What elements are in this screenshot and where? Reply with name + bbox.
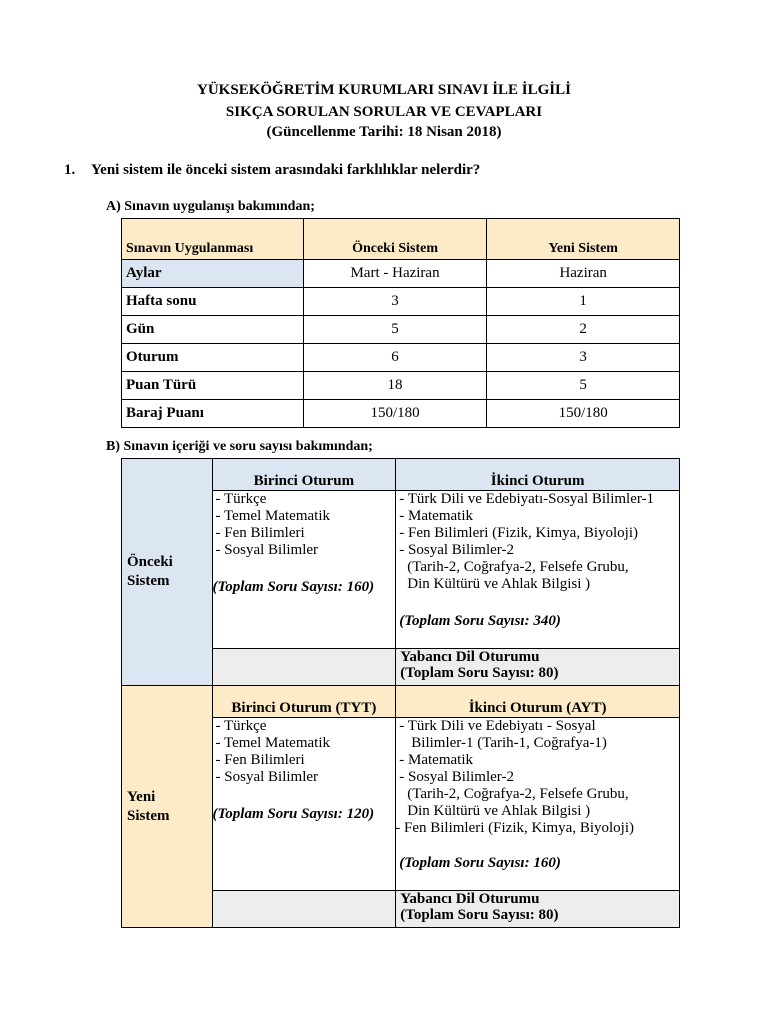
old-system-label-line1: Önceki <box>127 554 173 570</box>
table-header-row <box>122 219 680 260</box>
new-first-session-header: Birinci Oturum (TYT) <box>212 686 396 718</box>
content-comparison-table <box>121 458 680 928</box>
row-label: Oturum <box>122 344 304 372</box>
new-system-label <box>122 686 213 928</box>
old-system-label <box>122 459 213 686</box>
new-system-value: 2 <box>487 316 680 344</box>
column-header: Yeni Sistem <box>487 219 680 260</box>
row-label: Puan Türü <box>122 372 304 400</box>
table-row <box>122 288 680 316</box>
list-item: - Türk Dili ve Edebiyatı-Sosyal Bilimler-1 <box>399 491 655 507</box>
old-first-session-header: Birinci Oturum <box>212 459 396 491</box>
list-item: - Temel Matematik <box>215 735 330 751</box>
list-item: - Fen Bilimleri (Fizik, Kimya, Biyoloji) <box>395 820 634 836</box>
list-item: - Fen Bilimleri (Fizik, Kimya, Biyoloji) <box>399 525 638 541</box>
new-system-value: Haziran <box>487 260 680 288</box>
application-comparison-table <box>121 218 680 428</box>
old-system-value: 3 <box>303 288 487 316</box>
new-first-session-content <box>212 718 396 891</box>
new-system-value: 3 <box>487 344 680 372</box>
old-first-session-total: (Toplam Soru Sayısı: 160) <box>212 579 375 595</box>
old-system-value: 5 <box>303 316 487 344</box>
new-first-session-subjects <box>216 718 392 786</box>
row-label: Gün <box>122 316 304 344</box>
table-row <box>122 372 680 400</box>
new-second-session-total: (Toplam Soru Sayısı: 160) <box>399 855 561 871</box>
old-empty-cell <box>212 649 396 686</box>
old-second-session-header: İkinci Oturum <box>396 459 680 491</box>
question-text: Yeni sistem ile önceki sistem arasındaki farklılıklar nelerdir? <box>91 162 481 178</box>
new-system-label-line1: Yeni <box>127 788 156 805</box>
list-item: (Tarih-2, Coğrafya-2, Felsefe Grubu, <box>407 786 629 802</box>
table-row <box>122 260 680 288</box>
table-row <box>122 400 680 428</box>
list-item: - Sosyal Bilimler <box>215 769 319 785</box>
list-item: Bilimler-1 (Tarih-1, Coğrafya-1) <box>411 735 607 751</box>
old-system-header-row <box>122 459 680 491</box>
old-system-value: 6 <box>303 344 487 372</box>
new-system-value: 1 <box>487 288 680 316</box>
new-language-session-total: (Toplam Soru Sayısı: 80) <box>400 907 559 923</box>
section-b-title: B) Sınavın içeriği ve soru sayısı bakımından; <box>106 439 373 454</box>
list-item: Din Kültürü ve Ahlak Bilgisi ) <box>407 576 591 592</box>
list-item: - Fen Bilimleri <box>215 752 305 768</box>
old-system-label-line2: Sistem <box>127 573 170 589</box>
list-item: - Matematik <box>399 752 473 768</box>
table-row <box>122 344 680 372</box>
list-item: - Türkçe <box>215 718 267 734</box>
old-first-session-content <box>212 491 396 649</box>
new-second-session-subjects <box>395 718 675 837</box>
old-language-session-title: Yabancı Dil Oturumu <box>400 649 540 665</box>
old-system-value: 150/180 <box>303 400 487 428</box>
list-item: Din Kültürü ve Ahlak Bilgisi ) <box>407 803 591 819</box>
new-empty-cell <box>212 891 396 928</box>
list-item: - Türk Dili ve Edebiyatı - Sosyal <box>399 718 596 734</box>
old-language-session-total: (Toplam Soru Sayısı: 80) <box>400 665 559 681</box>
list-item: - Temel Matematik <box>215 508 330 524</box>
list-item: - Sosyal Bilimler <box>215 542 319 558</box>
list-item: - Türkçe <box>215 491 267 507</box>
old-second-session-subjects <box>399 491 675 593</box>
section-a-title: A) Sınavın uygulanışı bakımından; <box>106 199 315 214</box>
new-system-value: 5 <box>487 372 680 400</box>
new-language-session-title: Yabancı Dil Oturumu <box>400 891 540 907</box>
question-1 <box>64 162 480 179</box>
list-item: - Sosyal Bilimler-2 <box>399 542 514 558</box>
old-language-session <box>396 649 680 686</box>
table-row <box>122 316 680 344</box>
old-system-value: Mart - Haziran <box>303 260 487 288</box>
row-label: Hafta sonu <box>122 288 304 316</box>
new-language-session <box>396 891 680 928</box>
document-update-date: (Güncellenme Tarihi: 18 Nisan 2018) <box>266 124 502 140</box>
document-title-line1: YÜKSEKÖĞRETİM KURUMLARI SINAVI İLE İLGİLİ <box>197 82 571 98</box>
old-second-session-total: (Toplam Soru Sayısı: 340) <box>399 613 561 629</box>
old-first-session-subjects <box>216 491 392 559</box>
list-item: (Tarih-2, Coğrafya-2, Felsefe Grubu, <box>407 559 629 575</box>
new-second-session-header: İkinci Oturum (AYT) <box>396 686 680 718</box>
new-system-header-row <box>122 686 680 718</box>
list-item: - Fen Bilimleri <box>215 525 305 541</box>
list-item: - Sosyal Bilimler-2 <box>399 769 514 785</box>
new-first-session-total: (Toplam Soru Sayısı: 120) <box>212 806 375 822</box>
old-system-value: 18 <box>303 372 487 400</box>
new-system-label-line2: Sistem <box>127 807 170 824</box>
column-header: Sınavın Uygulanması <box>122 219 304 260</box>
list-item: - Matematik <box>399 508 473 524</box>
new-second-session-content <box>396 718 680 891</box>
row-label: Baraj Puanı <box>122 400 304 428</box>
column-header: Önceki Sistem <box>303 219 487 260</box>
row-label: Aylar <box>122 260 304 288</box>
document-title-line2: SIKÇA SORULAN SORULAR VE CEVAPLARI <box>225 104 543 120</box>
new-system-value: 150/180 <box>487 400 680 428</box>
old-second-session-content <box>396 491 680 649</box>
question-number: 1. <box>64 162 76 178</box>
